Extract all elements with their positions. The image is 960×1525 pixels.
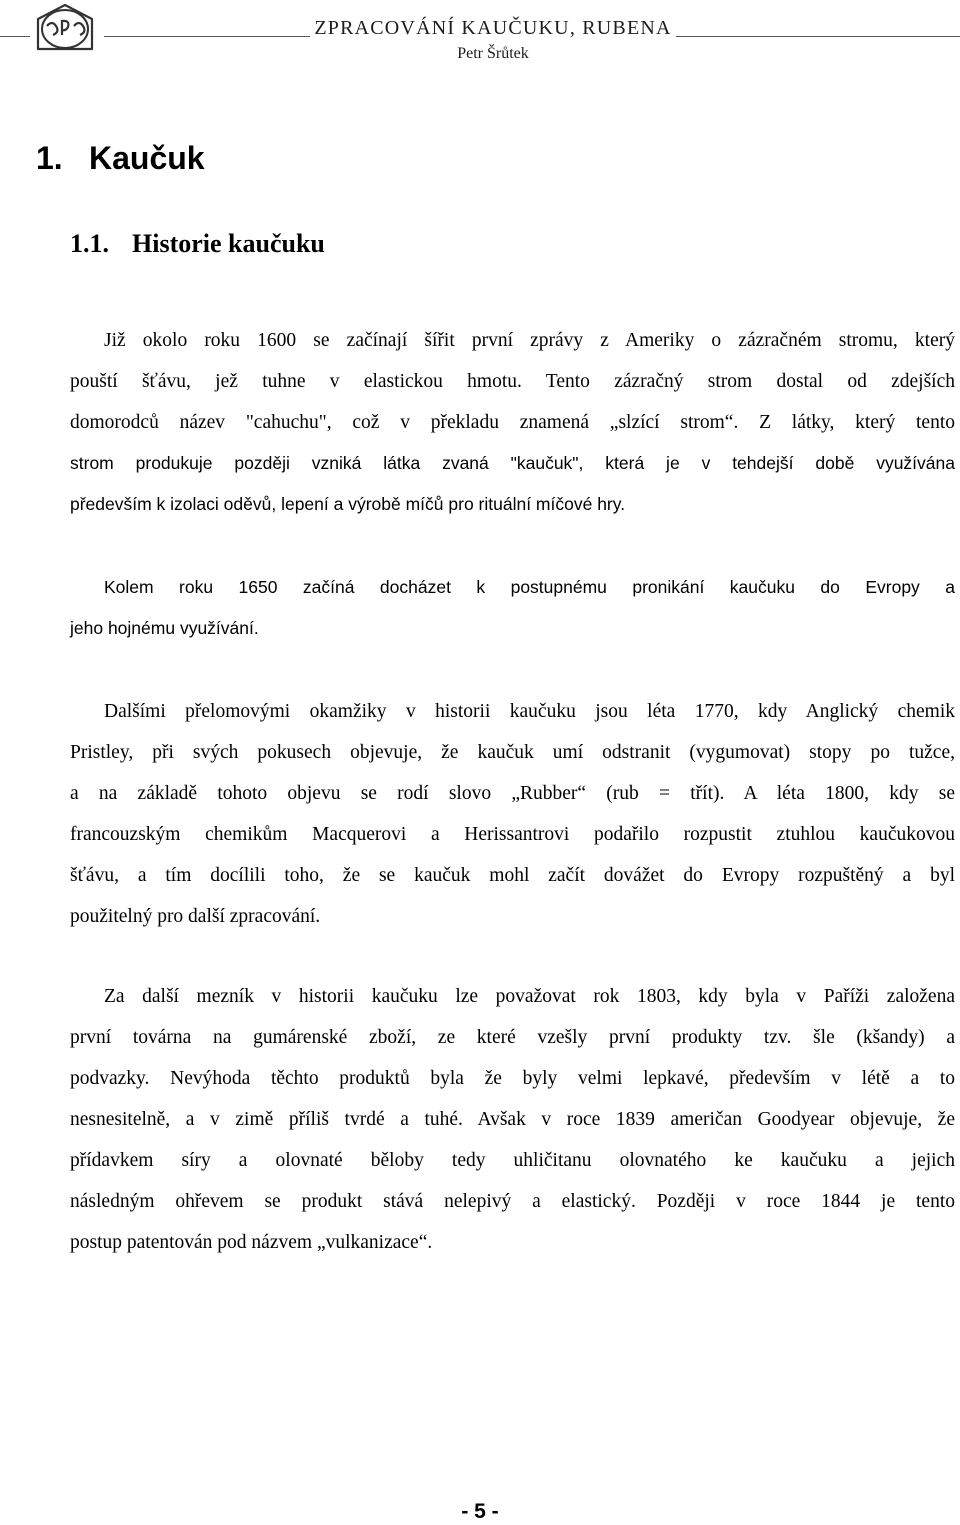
paragraph-line: přídavkem síry a olovnaté běloby tedy uhličitanu olovnatého ke kaučuku a jejich (70, 1150, 955, 1171)
paragraph-line: domorodců název "cahuchu", což v překladu znamená „slzící strom“. Z látky, který tento (70, 412, 955, 433)
paragraph-line: následným ohřevem se produkt stává nelepivý a elastický. Později v roce 1844 je tento (70, 1191, 955, 1212)
section-title: Historie kaučuku (132, 229, 325, 258)
paragraph-line: použitelný pro další zpracování. (70, 906, 321, 927)
paragraph-2 (70, 567, 955, 649)
paragraph-line: postup patentován pod názvem „vulkanizace“. (70, 1232, 433, 1253)
chapter-title: Kaučuk (89, 140, 205, 176)
chapter-heading (36, 140, 205, 177)
chapter-number: 1. (36, 140, 63, 176)
school-logo-icon (32, 2, 98, 56)
paragraph-line: především k izolaci oděvů, lepení a výrobě míčů pro rituální míčové hry. (70, 494, 626, 514)
paragraph-1 (70, 320, 955, 525)
paragraph-4 (70, 976, 955, 1263)
paragraph-line: nesnesitelně, a v zimě příliš tvrdé a tuhé. Avšak v roce 1839 američan Goodyear objevuje, že (70, 1109, 955, 1130)
paragraph-line: šťávu, a tím docílili toho, že se kaučuk mohl začít dovážet do Evropy rozpuštěný a byl (70, 865, 955, 886)
header-rule-right (676, 36, 960, 37)
paragraph-line: Již okolo roku 1600 se začínají šířit první zprávy z Ameriky o zázračném stromu, který (104, 330, 955, 351)
paragraph-line: podvazky. Nevýhoda těchto produktů byla že byly velmi lepkavé, především v létě a to (70, 1068, 955, 1089)
section-number: 1.1. (70, 229, 109, 258)
paragraph-line: Pristley, při svých pokusech objevuje, že kaučuk umí odstranit (vygumovat) stopy po tužce, (70, 742, 955, 763)
paragraph-line: Kolem roku 1650 začíná docházet k postupnému pronikání kaučuku do Evropy a (104, 577, 955, 597)
paragraph-line: pouští šťávu, jež tuhne v elastickou hmotu. Tento zázračný strom dostal od zdejších (70, 371, 955, 392)
paragraph-line: Za další mezník v historii kaučuku lze považovat rok 1803, kdy byla v Paříži založena (104, 986, 955, 1007)
paragraph-line: první továrna na gumárenské zboží, ze které vzešly první produkty tzv. šle (kšandy) a (70, 1027, 955, 1048)
header-title: ZPRACOVÁNÍ KAUČUKU, RUBENA (314, 17, 672, 39)
paragraph-line: Dalšími přelomovými okamžiky v historii kaučuku jsou léta 1770, kdy Anglický chemik (104, 701, 955, 722)
header-rule-middle (104, 36, 310, 37)
page-number: - 5 - (461, 1500, 499, 1523)
section-heading (70, 229, 325, 259)
paragraph-3 (70, 691, 955, 937)
paragraph-line: francouzským chemikům Macquerovi a Herissantrovi podařilo rozpustit ztuhlou kaučukovou (70, 824, 955, 845)
paragraph-line: jeho hojnému využívání. (70, 618, 259, 638)
header-rule-left (0, 36, 30, 37)
paragraph-line: a na základě tohoto objevu se rodí slovo „Rubber“ (rub = třít). A léta 1800, kdy se (70, 783, 955, 804)
paragraph-line: strom produkuje později vzniká látka zvaná "kaučuk", která je v tehdejší době využívána (70, 453, 955, 473)
header-author: Petr Šrůtek (457, 45, 529, 62)
